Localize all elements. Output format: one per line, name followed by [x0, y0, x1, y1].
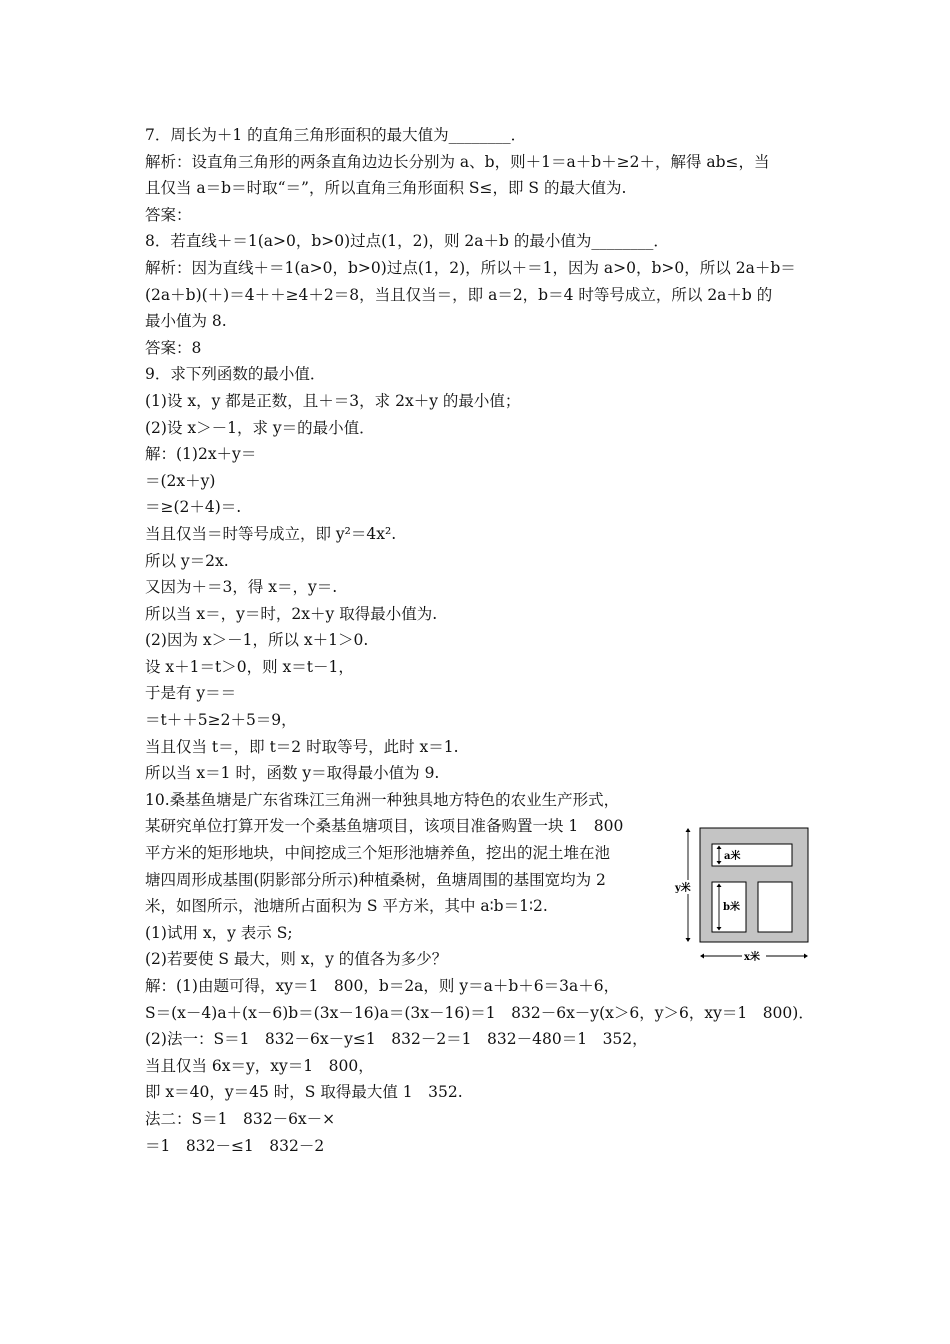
- q10-solution-line: 法二：S＝1 832－6x－×: [145, 1109, 336, 1128]
- q10-solution-line: S＝(x－4)a＋(x－6)b＝(3x－16)a＝(3x－16)＝1 832－6x－y(x＞6，y＞6，xy＝1 800)．: [145, 1003, 814, 1022]
- q9-solution-line: 所以当 x＝1 时，函数 y＝取得最小值为 9.: [145, 764, 440, 783]
- q9-solution-line: 当且仅当＝时等号成立，即 y²＝4x².: [145, 524, 397, 543]
- q8-answer: 答案：8: [145, 338, 202, 357]
- q8-analysis-1: 解析：因为直线＋＝1(a>0，b>0)过点(1，2)，所以＋＝1，因为 a>0，b>0，所以 2a＋b＝: [145, 258, 796, 277]
- q7-analysis-2: 且仅当 a＝b＝时取“＝”，所以直角三角形面积 S≤，即 S 的最大值为.: [145, 179, 627, 198]
- label-b: b米: [723, 902, 740, 913]
- q10-question: 平方米的矩形地块，中间挖成三个矩形池塘养鱼，挖出的泥土堆在池: [145, 844, 611, 863]
- q9-solution-line: ＝≥(2＋4)＝.: [145, 498, 242, 517]
- q9-part2: (2)设 x＞－1，求 y＝的最小值．: [145, 418, 375, 437]
- pond-bottom-right: [758, 882, 792, 932]
- q10-question: 某研究单位打算开发一个桑基鱼塘项目，该项目准备购置一块 1 800: [145, 817, 624, 836]
- q9-solution-line: 解：(1)2x＋y＝: [145, 445, 257, 464]
- q9-solution-line: 又因为＋＝3，得 x＝，y＝.: [145, 578, 338, 597]
- q9-solution-line: 所以当 x＝，y＝时，2x＋y 取得最小值为.: [145, 604, 438, 623]
- q7-analysis-1: 解析：设直角三角形的两条直角边边长分别为 a、b，则＋1＝a＋b＋≥2＋，解得 ab≤，当: [145, 152, 770, 171]
- q9-part1: (1)设 x，y 都是正数，且＋＝3，求 2x＋y 的最小值；: [145, 391, 521, 410]
- q8-analysis-3: 最小值为 8.: [145, 312, 227, 331]
- q10-solution-line: 即 x＝40，y＝45 时，S 取得最大值 1 352.: [145, 1083, 463, 1102]
- q10-solution-line: 解：(1)由题可得，xy＝1 800，b＝2a，则 y＝a＋b＋6＝3a＋6，: [145, 977, 620, 995]
- q10-solution-line: 当且仅当 6x＝y，xy＝1 800，: [145, 1056, 374, 1075]
- q10-question: 10.桑基鱼塘是广东省珠江三角洲一种独具地方特色的农业生产形式，: [145, 790, 620, 809]
- q10-part2: (2)若要使 S 最大，则 x，y 的值各为多少？: [145, 950, 448, 969]
- q7-answer: 答案：: [145, 205, 192, 224]
- q9-solution-line: 设 x＋1＝t＞0，则 x＝t－1，: [145, 657, 354, 676]
- q9-solution-line: 所以 y＝2x.: [145, 551, 229, 570]
- q10-solution-line: ＝1 832－≤1 832－2: [145, 1136, 325, 1155]
- q7-question: 7．周长为＋1 的直角三角形面积的最大值为________．: [145, 126, 527, 144]
- fishpond-diagram: [672, 826, 812, 966]
- q10-solution-line: (2)法一：S＝1 832－6x－y≤1 832－2＝1 832－480＝1 352，: [145, 1030, 648, 1049]
- q9-question: 9．求下列函数的最小值．: [145, 365, 326, 384]
- q8-question: 8．若直线＋＝1(a>0，b>0)过点(1，2)，则 2a＋b 的最小值为________．: [145, 232, 669, 251]
- q9-solution-line: ＝t＋＋5≥2＋5＝9，: [145, 711, 297, 730]
- q10-question: 米，如图所示，池塘所占面积为 S 平方米，其中 a∶b＝1∶2.: [145, 897, 548, 916]
- document-body: [145, 122, 815, 1159]
- q8-analysis-2: (2a＋b)(＋)＝4＋＋≥4＋2＝8，当且仅当＝，即 a＝2，b＝4 时等号成立，所以 2a＋b 的: [145, 285, 773, 304]
- label-y: y米: [675, 883, 691, 894]
- label-a: a米: [724, 851, 741, 862]
- q9-solution-line: 于是有 y＝＝: [145, 684, 237, 703]
- q10-part1: (1)试用 x，y 表示 S;: [145, 923, 293, 942]
- q9-solution-line: ＝(2x＋y): [145, 471, 216, 490]
- q9-solution-line: (2)因为 x＞－1，所以 x＋1＞0.: [145, 631, 369, 650]
- q10-question: 塘四周形成基围(阴影部分所示)种植桑树，鱼塘周围的基围宽均为 2: [145, 870, 606, 889]
- label-x: x米: [744, 952, 760, 963]
- q9-solution-line: 当且仅当 t＝，即 t＝2 时取等号，此时 x＝1.: [145, 737, 459, 756]
